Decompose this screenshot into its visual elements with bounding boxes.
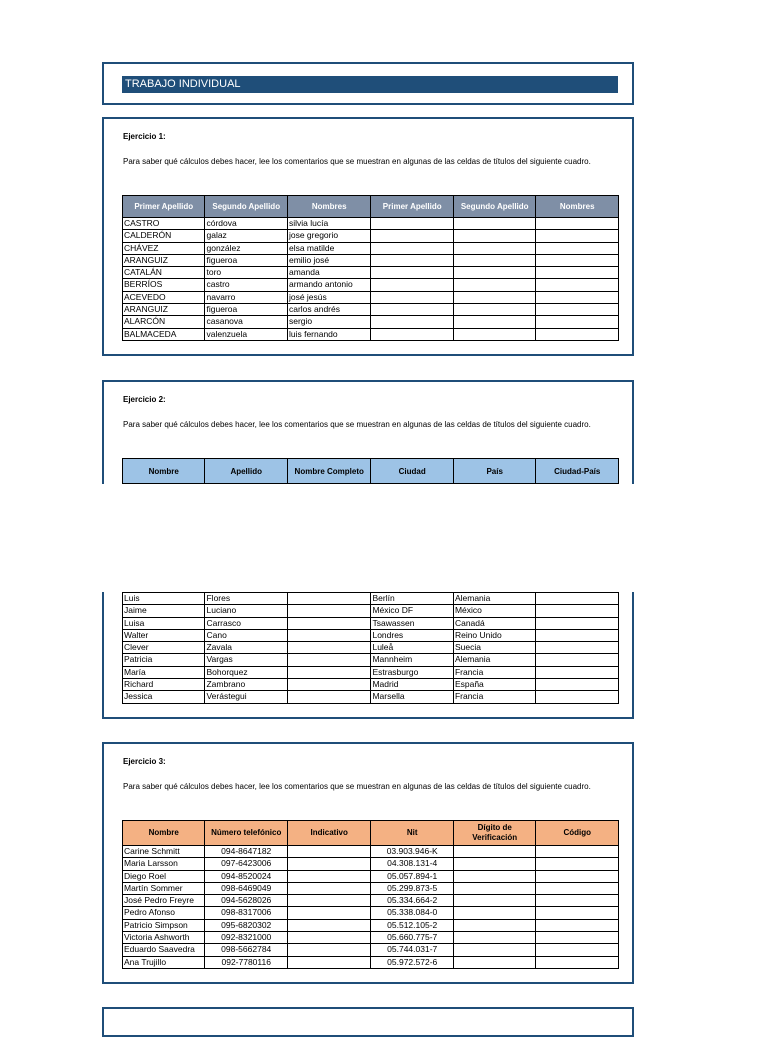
table-cell[interactable]: Madrid [371, 679, 453, 691]
column-header[interactable]: Nombres [287, 196, 371, 218]
table-cell[interactable]: 05.660.775-7 [371, 932, 453, 944]
table-cell[interactable] [536, 605, 619, 617]
table-row [123, 279, 619, 291]
table-cell[interactable] [536, 666, 619, 678]
column-header[interactable]: Número telefónico [205, 821, 287, 846]
table-cell[interactable]: Diego Roel [123, 870, 205, 882]
table-cell[interactable]: 098-5662784 [205, 944, 287, 956]
exercise-3-instructions: Para saber qué cálculos debes hacer, lee los comentarios que se muestran en algunas de las celdas de títulos del siguiente cuadro. [123, 782, 591, 791]
table-cell[interactable] [536, 691, 619, 703]
table-cell[interactable]: silvia lucía [287, 218, 371, 230]
table-cell[interactable]: Cano [205, 629, 287, 641]
table-cell[interactable] [371, 304, 453, 316]
table-cell[interactable]: Martín Sommer [123, 882, 205, 894]
table-cell[interactable]: córdova [205, 218, 287, 230]
table-cell[interactable]: Marsella [371, 691, 453, 703]
table-cell[interactable]: Alemania [453, 593, 535, 605]
table-cell[interactable] [536, 870, 619, 882]
table-cell[interactable]: carlos andrés [287, 304, 371, 316]
table-cell[interactable]: Canadá [453, 617, 535, 629]
table-cell[interactable]: 04.308.131-4 [371, 858, 453, 870]
table-cell[interactable]: México DF [371, 605, 453, 617]
table-cell[interactable]: Luisa [123, 617, 205, 629]
title-panel [102, 62, 634, 105]
table-cell[interactable]: 092-8321000 [205, 932, 287, 944]
column-header[interactable]: Nombre Completo [287, 459, 371, 484]
table-cell[interactable] [287, 593, 371, 605]
exercise-2-table [122, 592, 619, 704]
table-cell[interactable] [371, 316, 453, 328]
table-cell[interactable]: galaz [205, 230, 287, 242]
exercise-1-panel [102, 117, 634, 356]
table-row [123, 230, 619, 242]
table-cell[interactable]: Pedro Afonso [123, 907, 205, 919]
table-cell[interactable] [371, 267, 453, 279]
table-cell[interactable] [287, 870, 371, 882]
table-cell[interactable]: Londres [371, 629, 453, 641]
table-cell[interactable]: Eduardo Saavedra [123, 944, 205, 956]
table-cell[interactable] [287, 691, 371, 703]
table-cell[interactable]: 03.903.946-K [371, 846, 453, 858]
table-cell[interactable]: sergio [287, 316, 371, 328]
table-row [123, 254, 619, 266]
table-cell[interactable] [536, 932, 619, 944]
exercise-3-table [122, 820, 619, 969]
table-row [123, 593, 619, 605]
table-cell[interactable]: amanda [287, 267, 371, 279]
table-cell[interactable]: 05.744.031-7 [371, 944, 453, 956]
column-header[interactable]: Apellido [205, 459, 287, 484]
table-cell[interactable] [536, 642, 619, 654]
table-cell[interactable] [453, 919, 535, 931]
table-row [123, 617, 619, 629]
column-header[interactable]: Nombres [536, 196, 619, 218]
table-cell[interactable]: gonzález [205, 242, 287, 254]
table-cell[interactable]: CALDERÓN [123, 230, 205, 242]
table-cell[interactable] [453, 267, 535, 279]
table-cell[interactable]: Carine Schmitt [123, 846, 205, 858]
table-cell[interactable]: casanova [205, 316, 287, 328]
table-row [123, 304, 619, 316]
table-cell[interactable]: castro [205, 279, 287, 291]
table-cell[interactable]: 094-8647182 [205, 846, 287, 858]
table-cell[interactable] [453, 895, 535, 907]
table-cell[interactable]: CHÁVEZ [123, 242, 205, 254]
table-cell[interactable] [371, 291, 453, 303]
table-row [123, 291, 619, 303]
table-cell[interactable] [536, 944, 619, 956]
table-cell[interactable] [536, 629, 619, 641]
column-header[interactable]: Ciudad-País [536, 459, 619, 484]
exercise-2-title: Ejercicio 2: [123, 395, 166, 404]
table-cell[interactable]: navarro [205, 291, 287, 303]
table-cell[interactable] [536, 230, 619, 242]
table-cell[interactable] [536, 304, 619, 316]
table-cell[interactable]: Francia [453, 666, 535, 678]
table-cell[interactable] [287, 846, 371, 858]
table-cell[interactable] [287, 629, 371, 641]
table-cell[interactable]: josé jesús [287, 291, 371, 303]
table-cell[interactable]: 05.338.084-0 [371, 907, 453, 919]
table-cell[interactable] [453, 254, 535, 266]
table-cell[interactable]: Alemania [453, 654, 535, 666]
table-cell[interactable] [536, 316, 619, 328]
table-cell[interactable] [536, 279, 619, 291]
table-cell[interactable]: toro [205, 267, 287, 279]
column-header[interactable]: Primer Apellido [371, 196, 453, 218]
table-cell[interactable]: 094-8520024 [205, 870, 287, 882]
table-cell[interactable]: luis fernando [287, 328, 371, 340]
column-header[interactable]: País [453, 459, 535, 484]
table-cell[interactable]: Reino Unido [453, 629, 535, 641]
table-row [123, 919, 619, 931]
table-cell[interactable]: Berlín [371, 593, 453, 605]
table-cell[interactable] [287, 919, 371, 931]
table-cell[interactable] [453, 316, 535, 328]
table-cell[interactable] [536, 882, 619, 894]
table-cell[interactable]: Luleå [371, 642, 453, 654]
column-header[interactable]: Segundo Apellido [205, 196, 287, 218]
table-cell[interactable] [453, 907, 535, 919]
column-header[interactable]: Dígito de Verificación [453, 821, 535, 846]
column-header[interactable]: Indicativo [287, 821, 371, 846]
table-cell[interactable]: BALMACEDA [123, 328, 205, 340]
table-row [123, 882, 619, 894]
column-header[interactable]: Ciudad [371, 459, 453, 484]
table-cell[interactable]: 092-7780116 [205, 956, 287, 968]
table-row [123, 267, 619, 279]
table-cell[interactable]: Mannheim [371, 654, 453, 666]
table-cell[interactable]: 05.512.105-2 [371, 919, 453, 931]
exercise-2-continuation [102, 592, 634, 719]
next-panel [102, 1007, 634, 1037]
table-cell[interactable]: Patricia [123, 654, 205, 666]
table-row [123, 870, 619, 882]
table-cell[interactable] [287, 858, 371, 870]
table-cell[interactable] [536, 858, 619, 870]
table-cell[interactable]: Jaime [123, 605, 205, 617]
table-cell[interactable] [287, 642, 371, 654]
table-cell[interactable]: CATALÁN [123, 267, 205, 279]
table-cell[interactable] [536, 328, 619, 340]
table-cell[interactable]: 098-6469049 [205, 882, 287, 894]
table-cell[interactable]: Maria Larsson [123, 858, 205, 870]
table-cell[interactable]: Victoria Ashworth [123, 932, 205, 944]
table-cell[interactable] [536, 907, 619, 919]
table-cell[interactable]: Richard [123, 679, 205, 691]
table-cell[interactable]: Walter [123, 629, 205, 641]
table-cell[interactable]: Suecia [453, 642, 535, 654]
table-cell[interactable] [453, 242, 535, 254]
table-cell[interactable]: Ana Trujillo [123, 956, 205, 968]
table-cell[interactable]: Verástegui [205, 691, 287, 703]
table-cell[interactable] [453, 882, 535, 894]
table-cell[interactable] [453, 218, 535, 230]
table-cell[interactable] [536, 218, 619, 230]
table-cell[interactable] [453, 846, 535, 858]
table-row [123, 242, 619, 254]
table-cell[interactable]: jose gregorio [287, 230, 371, 242]
table-cell[interactable]: ALARCÓN [123, 316, 205, 328]
table-cell[interactable]: Francia [453, 691, 535, 703]
table-row [123, 218, 619, 230]
table-cell[interactable] [536, 617, 619, 629]
table-cell[interactable] [287, 679, 371, 691]
table-cell[interactable] [371, 254, 453, 266]
table-cell[interactable]: figueroa [205, 304, 287, 316]
table-cell[interactable]: Carrasco [205, 617, 287, 629]
table-cell[interactable]: María [123, 666, 205, 678]
table-cell[interactable] [371, 242, 453, 254]
exercise-1-title: Ejercicio 1: [123, 132, 166, 141]
exercise-3-title: Ejercicio 3: [123, 757, 166, 766]
table-cell[interactable] [536, 679, 619, 691]
table-cell[interactable]: Patricio Simpson [123, 919, 205, 931]
table-cell[interactable]: España [453, 679, 535, 691]
table-cell[interactable]: Estrasburgo [371, 666, 453, 678]
table-cell[interactable]: 097-6423006 [205, 858, 287, 870]
table-cell[interactable]: Vargas [205, 654, 287, 666]
table-cell[interactable]: CASTRO [123, 218, 205, 230]
column-header[interactable]: Nit [371, 821, 453, 846]
table-cell[interactable]: México [453, 605, 535, 617]
table-cell[interactable]: Flores [205, 593, 287, 605]
table-cell[interactable] [453, 932, 535, 944]
table-cell[interactable] [536, 919, 619, 931]
table-cell[interactable]: ARANGUIZ [123, 254, 205, 266]
table-cell[interactable]: Zavala [205, 642, 287, 654]
table-cell[interactable]: José Pedro Freyre [123, 895, 205, 907]
table-cell[interactable] [371, 218, 453, 230]
table-row [123, 629, 619, 641]
exercise-1-instructions: Para saber qué cálculos debes hacer, lee los comentarios que se muestran en algunas de las celdas de títulos del siguiente cuadro. [123, 157, 591, 166]
table-cell[interactable] [371, 328, 453, 340]
table-cell[interactable]: 094-5628026 [205, 895, 287, 907]
table-cell[interactable] [453, 291, 535, 303]
column-header[interactable]: Código [536, 821, 619, 846]
table-cell[interactable] [453, 956, 535, 968]
column-header[interactable]: Nombre [123, 821, 205, 846]
table-cell[interactable] [287, 907, 371, 919]
table-row [123, 932, 619, 944]
table-cell[interactable] [287, 944, 371, 956]
table-cell[interactable] [536, 254, 619, 266]
table-cell[interactable]: Luciano [205, 605, 287, 617]
table-row [123, 858, 619, 870]
table-row [123, 846, 619, 858]
table-cell[interactable] [536, 267, 619, 279]
table-cell[interactable]: elsa matilde [287, 242, 371, 254]
table-cell[interactable] [453, 304, 535, 316]
table-cell[interactable] [453, 944, 535, 956]
table-cell[interactable]: BERRÍOS [123, 279, 205, 291]
table-cell[interactable]: figueroa [205, 254, 287, 266]
exercise-2-header-row [123, 459, 619, 484]
table-cell[interactable] [536, 654, 619, 666]
table-cell[interactable]: armando antonio [287, 279, 371, 291]
table-cell[interactable] [536, 846, 619, 858]
table-cell[interactable] [453, 279, 535, 291]
table-cell[interactable] [371, 230, 453, 242]
table-cell[interactable] [453, 328, 535, 340]
exercise-1-header-row [123, 196, 619, 218]
table-row [123, 328, 619, 340]
table-row [123, 316, 619, 328]
table-cell[interactable] [453, 230, 535, 242]
table-cell[interactable] [287, 617, 371, 629]
table-cell[interactable]: valenzuela [205, 328, 287, 340]
table-cell[interactable]: Tsawassen [371, 617, 453, 629]
column-header[interactable]: Primer Apellido [123, 196, 205, 218]
table-cell[interactable]: Clever [123, 642, 205, 654]
table-cell[interactable] [287, 956, 371, 968]
table-cell[interactable] [287, 895, 371, 907]
table-cell[interactable]: emilio josé [287, 254, 371, 266]
table-cell[interactable]: 095-6820302 [205, 919, 287, 931]
table-cell[interactable] [536, 593, 619, 605]
table-cell[interactable]: Zambrano [205, 679, 287, 691]
exercise-2-instructions: Para saber qué cálculos debes hacer, lee los comentarios que se muestran en algunas de las celdas de títulos del siguiente cuadro. [123, 420, 591, 429]
table-cell[interactable]: Bohorquez [205, 666, 287, 678]
table-cell[interactable]: 05.334.664-2 [371, 895, 453, 907]
exercise-1-table [122, 195, 619, 341]
table-cell[interactable] [287, 605, 371, 617]
table-row [123, 691, 619, 703]
column-header[interactable]: Nombre [123, 459, 205, 484]
table-cell[interactable] [536, 956, 619, 968]
table-cell[interactable] [453, 858, 535, 870]
table-cell[interactable]: 098-8317006 [205, 907, 287, 919]
table-row [123, 666, 619, 678]
column-header[interactable]: Segundo Apellido [453, 196, 535, 218]
table-cell[interactable] [371, 279, 453, 291]
page-title: TRABAJO INDIVIDUAL [122, 76, 618, 93]
exercise-2-header-table [122, 458, 619, 484]
table-cell[interactable] [287, 932, 371, 944]
table-row [123, 907, 619, 919]
table-cell[interactable] [287, 666, 371, 678]
table-row [123, 642, 619, 654]
table-row [123, 679, 619, 691]
table-cell[interactable]: ACEVEDO [123, 291, 205, 303]
exercise-3-panel [102, 742, 634, 984]
table-cell[interactable]: ARANGUIZ [123, 304, 205, 316]
exercise-3-header-row [123, 821, 619, 846]
table-cell[interactable]: Luis [123, 593, 205, 605]
table-row [123, 944, 619, 956]
table-cell[interactable] [536, 895, 619, 907]
table-cell[interactable] [287, 882, 371, 894]
table-cell[interactable] [536, 242, 619, 254]
table-cell[interactable] [536, 291, 619, 303]
table-cell[interactable]: Jessica [123, 691, 205, 703]
table-row [123, 654, 619, 666]
table-row [123, 895, 619, 907]
table-row [123, 956, 619, 968]
table-cell[interactable]: 05.299.873-5 [371, 882, 453, 894]
exercise-2-panel [102, 380, 634, 484]
table-row [123, 605, 619, 617]
table-cell[interactable] [287, 654, 371, 666]
table-cell[interactable]: 05.057.894-1 [371, 870, 453, 882]
table-cell[interactable] [453, 870, 535, 882]
table-cell[interactable]: 05.972.572-6 [371, 956, 453, 968]
